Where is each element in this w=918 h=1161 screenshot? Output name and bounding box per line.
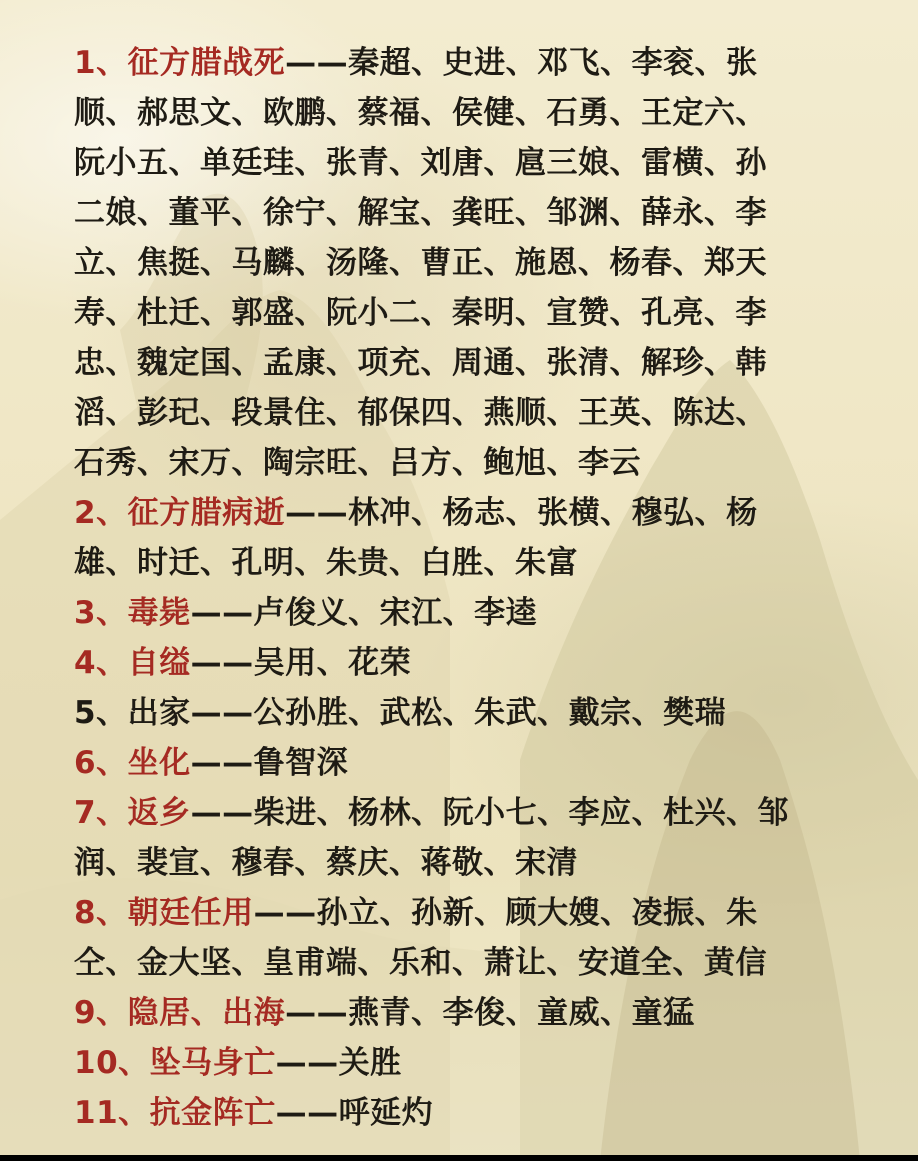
entry-9 — [74, 988, 894, 1038]
entry-line: 滔、彭玘、段景住、郁保四、燕顺、王英、陈达、 — [74, 395, 767, 431]
entry-line: 仝、金大坚、皇甫端、乐和、萧让、安道全、黄信 — [74, 945, 767, 981]
entry-line: 寿、杜迁、郭盛、阮小二、秦明、宣赞、孔亮、李 — [74, 295, 767, 331]
bottom-edge-bar — [0, 1155, 918, 1161]
category-label: 3、毒毙 — [74, 595, 191, 631]
entry-line — [74, 788, 894, 838]
entry-line — [74, 888, 894, 938]
entry-line: 阮小五、单廷珪、张青、刘唐、扈三娘、雷横、孙 — [74, 145, 767, 181]
category-label: 7、返乡 — [74, 795, 191, 831]
category-label: 6、坐化 — [74, 745, 191, 781]
entry-line — [74, 1038, 894, 1088]
names-text: ——燕青、李俊、童威、童猛 — [285, 995, 695, 1031]
category-label: 1、征方腊战死 — [74, 45, 286, 81]
category-label: 8、朝廷任用 — [74, 895, 254, 931]
entry-line — [74, 1088, 894, 1138]
entry-7 — [74, 788, 894, 888]
entry-line — [74, 588, 894, 638]
entry-line — [74, 488, 894, 538]
entry-6 — [74, 738, 894, 788]
entry-line — [74, 688, 894, 738]
entry-line: 二娘、董平、徐宁、解宝、龚旺、邹渊、薛永、李 — [74, 195, 767, 231]
names-text: ——公孙胜、武松、朱武、戴宗、樊瑞 — [190, 695, 727, 731]
category-label: 5、出家 — [74, 695, 191, 731]
entry-line: 石秀、宋万、陶宗旺、吕方、鲍旭、李云 — [74, 445, 641, 481]
entry-line — [74, 38, 894, 88]
category-label: 11、抗金阵亡 — [74, 1095, 276, 1131]
entry-3 — [74, 588, 894, 638]
names-text: ——林冲、杨志、张横、穆弘、杨 — [285, 495, 758, 531]
entry-line: 立、焦挺、马麟、汤隆、曹正、施恩、杨春、郑天 — [74, 245, 767, 281]
names-text: ——卢俊义、宋江、李逵 — [190, 595, 538, 631]
entry-4 — [74, 638, 894, 688]
category-label: 4、自缢 — [74, 645, 191, 681]
category-label: 2、征方腊病逝 — [74, 495, 286, 531]
entry-8 — [74, 888, 894, 988]
entry-line — [74, 988, 894, 1038]
entry-5 — [74, 688, 894, 738]
category-label: 9、隐居、出海 — [74, 995, 286, 1031]
names-text: ——吴用、花荣 — [190, 645, 412, 681]
entry-line: 润、裴宣、穆春、蔡庆、蒋敬、宋清 — [74, 845, 578, 881]
category-label: 10、坠马身亡 — [74, 1045, 276, 1081]
names-text: ——关胜 — [275, 1045, 402, 1081]
names-text: ——柴进、杨林、阮小七、李应、杜兴、邹 — [190, 795, 790, 831]
entry-line: 顺、郝思文、欧鹏、蔡福、侯健、石勇、王定六、 — [74, 95, 767, 131]
entry-10 — [74, 1038, 894, 1088]
names-text: ——孙立、孙新、顾大嫂、凌振、朱 — [253, 895, 758, 931]
entry-11 — [74, 1088, 894, 1138]
entry-1 — [74, 38, 894, 488]
names-text: ——秦超、史进、邓飞、李衮、张 — [285, 45, 758, 81]
entry-line — [74, 638, 894, 688]
entry-line: 雄、时迁、孔明、朱贵、白胜、朱富 — [74, 545, 578, 581]
names-text: ——鲁智深 — [190, 745, 349, 781]
entry-line — [74, 738, 894, 788]
entry-2 — [74, 488, 894, 588]
entry-line: 忠、魏定国、孟康、项充、周通、张清、解珍、韩 — [74, 345, 767, 381]
names-text: ——呼延灼 — [275, 1095, 434, 1131]
